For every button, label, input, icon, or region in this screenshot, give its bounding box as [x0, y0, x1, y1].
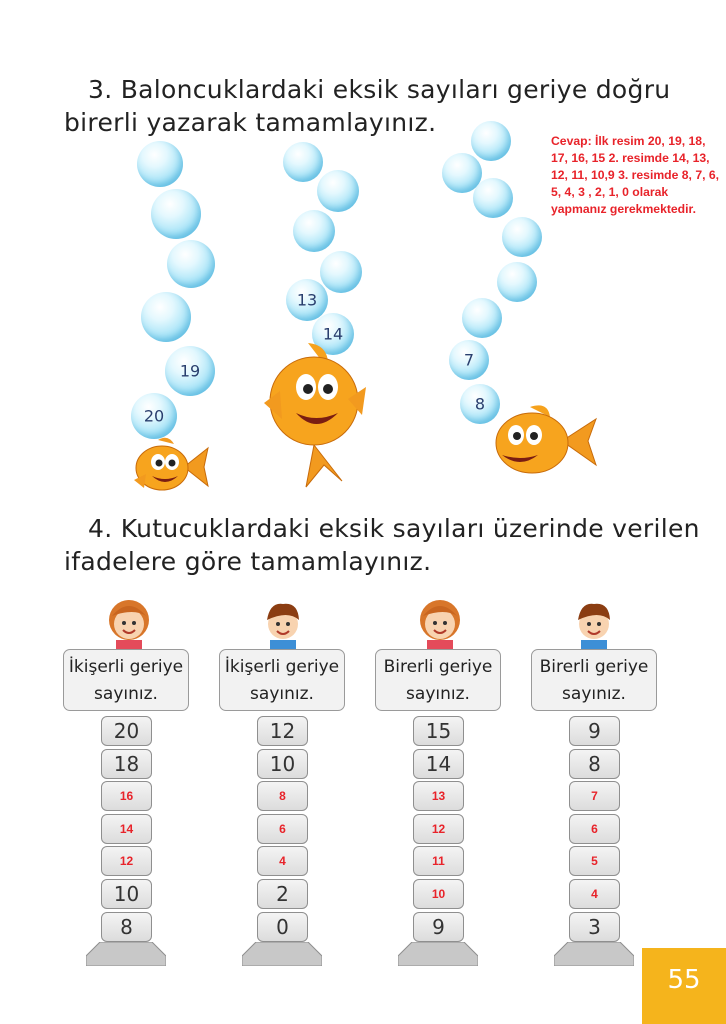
column-label-3 — [375, 649, 501, 711]
answer-value: 10 — [431, 887, 446, 901]
column-base — [398, 942, 478, 966]
boy-icon — [258, 596, 308, 651]
fish-icon — [128, 434, 210, 500]
bubble — [137, 141, 183, 187]
column-base — [242, 942, 322, 966]
bubble — [293, 210, 335, 252]
cell-value: 0 — [276, 914, 289, 939]
bubble — [473, 178, 513, 218]
cell-value: 20 — [113, 719, 140, 743]
number-cell — [101, 912, 152, 942]
answer-value: 4 — [279, 854, 286, 869]
bubble — [462, 298, 502, 338]
cell-value: 2 — [276, 882, 289, 906]
number-cell — [257, 912, 308, 942]
label-line: sayınız. — [94, 684, 158, 704]
label-line: Birerli geriye — [539, 657, 649, 677]
column-label-2 — [219, 649, 345, 711]
cell-value: 8 — [588, 751, 601, 776]
answer-value: 13 — [431, 789, 446, 804]
bubble — [320, 251, 362, 293]
question-3-line-2: birerli yazarak tamamlayınız. — [64, 108, 437, 137]
bubble-label: 8 — [474, 394, 486, 414]
number-cell — [257, 814, 308, 844]
number-cell — [413, 749, 464, 779]
number-cell — [257, 879, 308, 909]
answer-value: 5 — [591, 854, 598, 869]
cell-value: 18 — [113, 751, 140, 776]
question-4-line-1: 4. Kutucuklardaki eksik sayıları üzerinde verilen — [88, 514, 700, 543]
column-base — [554, 942, 634, 966]
answer-value: 14 — [119, 821, 134, 836]
number-cell — [413, 912, 464, 942]
number-cell — [413, 814, 464, 844]
bubble — [502, 217, 542, 257]
bubble — [151, 189, 201, 239]
number-cell — [569, 912, 620, 942]
bubble-number — [131, 393, 177, 439]
number-cell — [569, 716, 620, 746]
boy-icon — [569, 596, 619, 651]
cell-value: 3 — [588, 914, 601, 939]
answer-value: 16 — [119, 789, 134, 804]
number-cell — [569, 879, 620, 909]
number-cell — [413, 781, 464, 811]
label-line: Birerli geriye — [383, 657, 493, 677]
label-line: sayınız. — [562, 684, 626, 704]
answer-value: 6 — [591, 821, 598, 836]
bubble-number — [449, 340, 489, 380]
answer-value: 4 — [591, 887, 598, 901]
answer-value: 8 — [279, 789, 286, 804]
number-cell — [413, 879, 464, 909]
label-line: sayınız. — [250, 684, 314, 704]
label-line: İkişerli geriye — [68, 657, 184, 677]
cell-value: 14 — [425, 751, 452, 776]
column-label-4 — [531, 649, 657, 711]
label-line: İkişerli geriye — [224, 657, 340, 677]
number-cell — [101, 781, 152, 811]
number-cell — [101, 716, 152, 746]
number-cell — [569, 781, 620, 811]
number-cell — [101, 846, 152, 876]
cell-value: 9 — [588, 719, 601, 743]
cell-value: 9 — [432, 914, 445, 939]
number-cell — [569, 749, 620, 779]
bubble-label: 13 — [296, 290, 318, 310]
number-cell — [569, 814, 620, 844]
number-cell — [413, 846, 464, 876]
bubble-label: 19 — [179, 361, 201, 381]
number-cell — [413, 716, 464, 746]
bubble-label: 14 — [322, 324, 344, 344]
bubble — [283, 142, 323, 182]
answer-value: 6 — [279, 821, 286, 836]
number-cell — [257, 716, 308, 746]
number-cell — [257, 846, 308, 876]
column-label-1 — [63, 649, 189, 711]
answer-note: Cevap: İlk resim 20, 19, 18, 17, 16, 15 2. resimde 14, 13, 12, 11, 10,9 3. resimde 8, 7, 6, 5, 4, 3 , 2, 1, 0 olarak yapmanız gerekmektedir. — [551, 134, 720, 216]
bubble — [167, 240, 215, 288]
column-base — [86, 942, 166, 966]
cell-value: 8 — [120, 914, 133, 939]
number-cell — [101, 879, 152, 909]
number-cell — [257, 749, 308, 779]
cell-value: 10 — [269, 751, 296, 776]
question-4-line-2: ifadelere göre tamamlayınız. — [64, 547, 432, 576]
number-cell — [101, 749, 152, 779]
question-3-line-1: 3. Baloncuklardaki eksik sayıları geriye doğru — [88, 75, 671, 104]
fish-icon — [262, 339, 366, 491]
page-number: 55 — [642, 948, 726, 1024]
bubble — [317, 170, 359, 212]
girl-icon — [104, 596, 154, 651]
number-cell — [101, 814, 152, 844]
cell-value: 15 — [425, 719, 452, 743]
number-cell — [257, 781, 308, 811]
bubble-number — [286, 279, 328, 321]
label-line: sayınız. — [406, 684, 470, 704]
bubble-label: 20 — [143, 406, 165, 426]
bubble — [141, 292, 191, 342]
answer-value: 12 — [119, 854, 134, 869]
bubble-number — [165, 346, 215, 396]
answer-value: 11 — [432, 854, 445, 869]
cell-value: 10 — [113, 882, 140, 906]
answer-value: 12 — [431, 821, 446, 836]
bubble — [497, 262, 537, 302]
answer-value: 7 — [591, 789, 598, 804]
cell-value: 12 — [269, 719, 296, 743]
girl-icon — [415, 596, 465, 651]
number-cell — [569, 846, 620, 876]
bubble — [471, 121, 511, 161]
bubble-label: 7 — [463, 350, 475, 370]
fish-icon — [490, 401, 598, 481]
